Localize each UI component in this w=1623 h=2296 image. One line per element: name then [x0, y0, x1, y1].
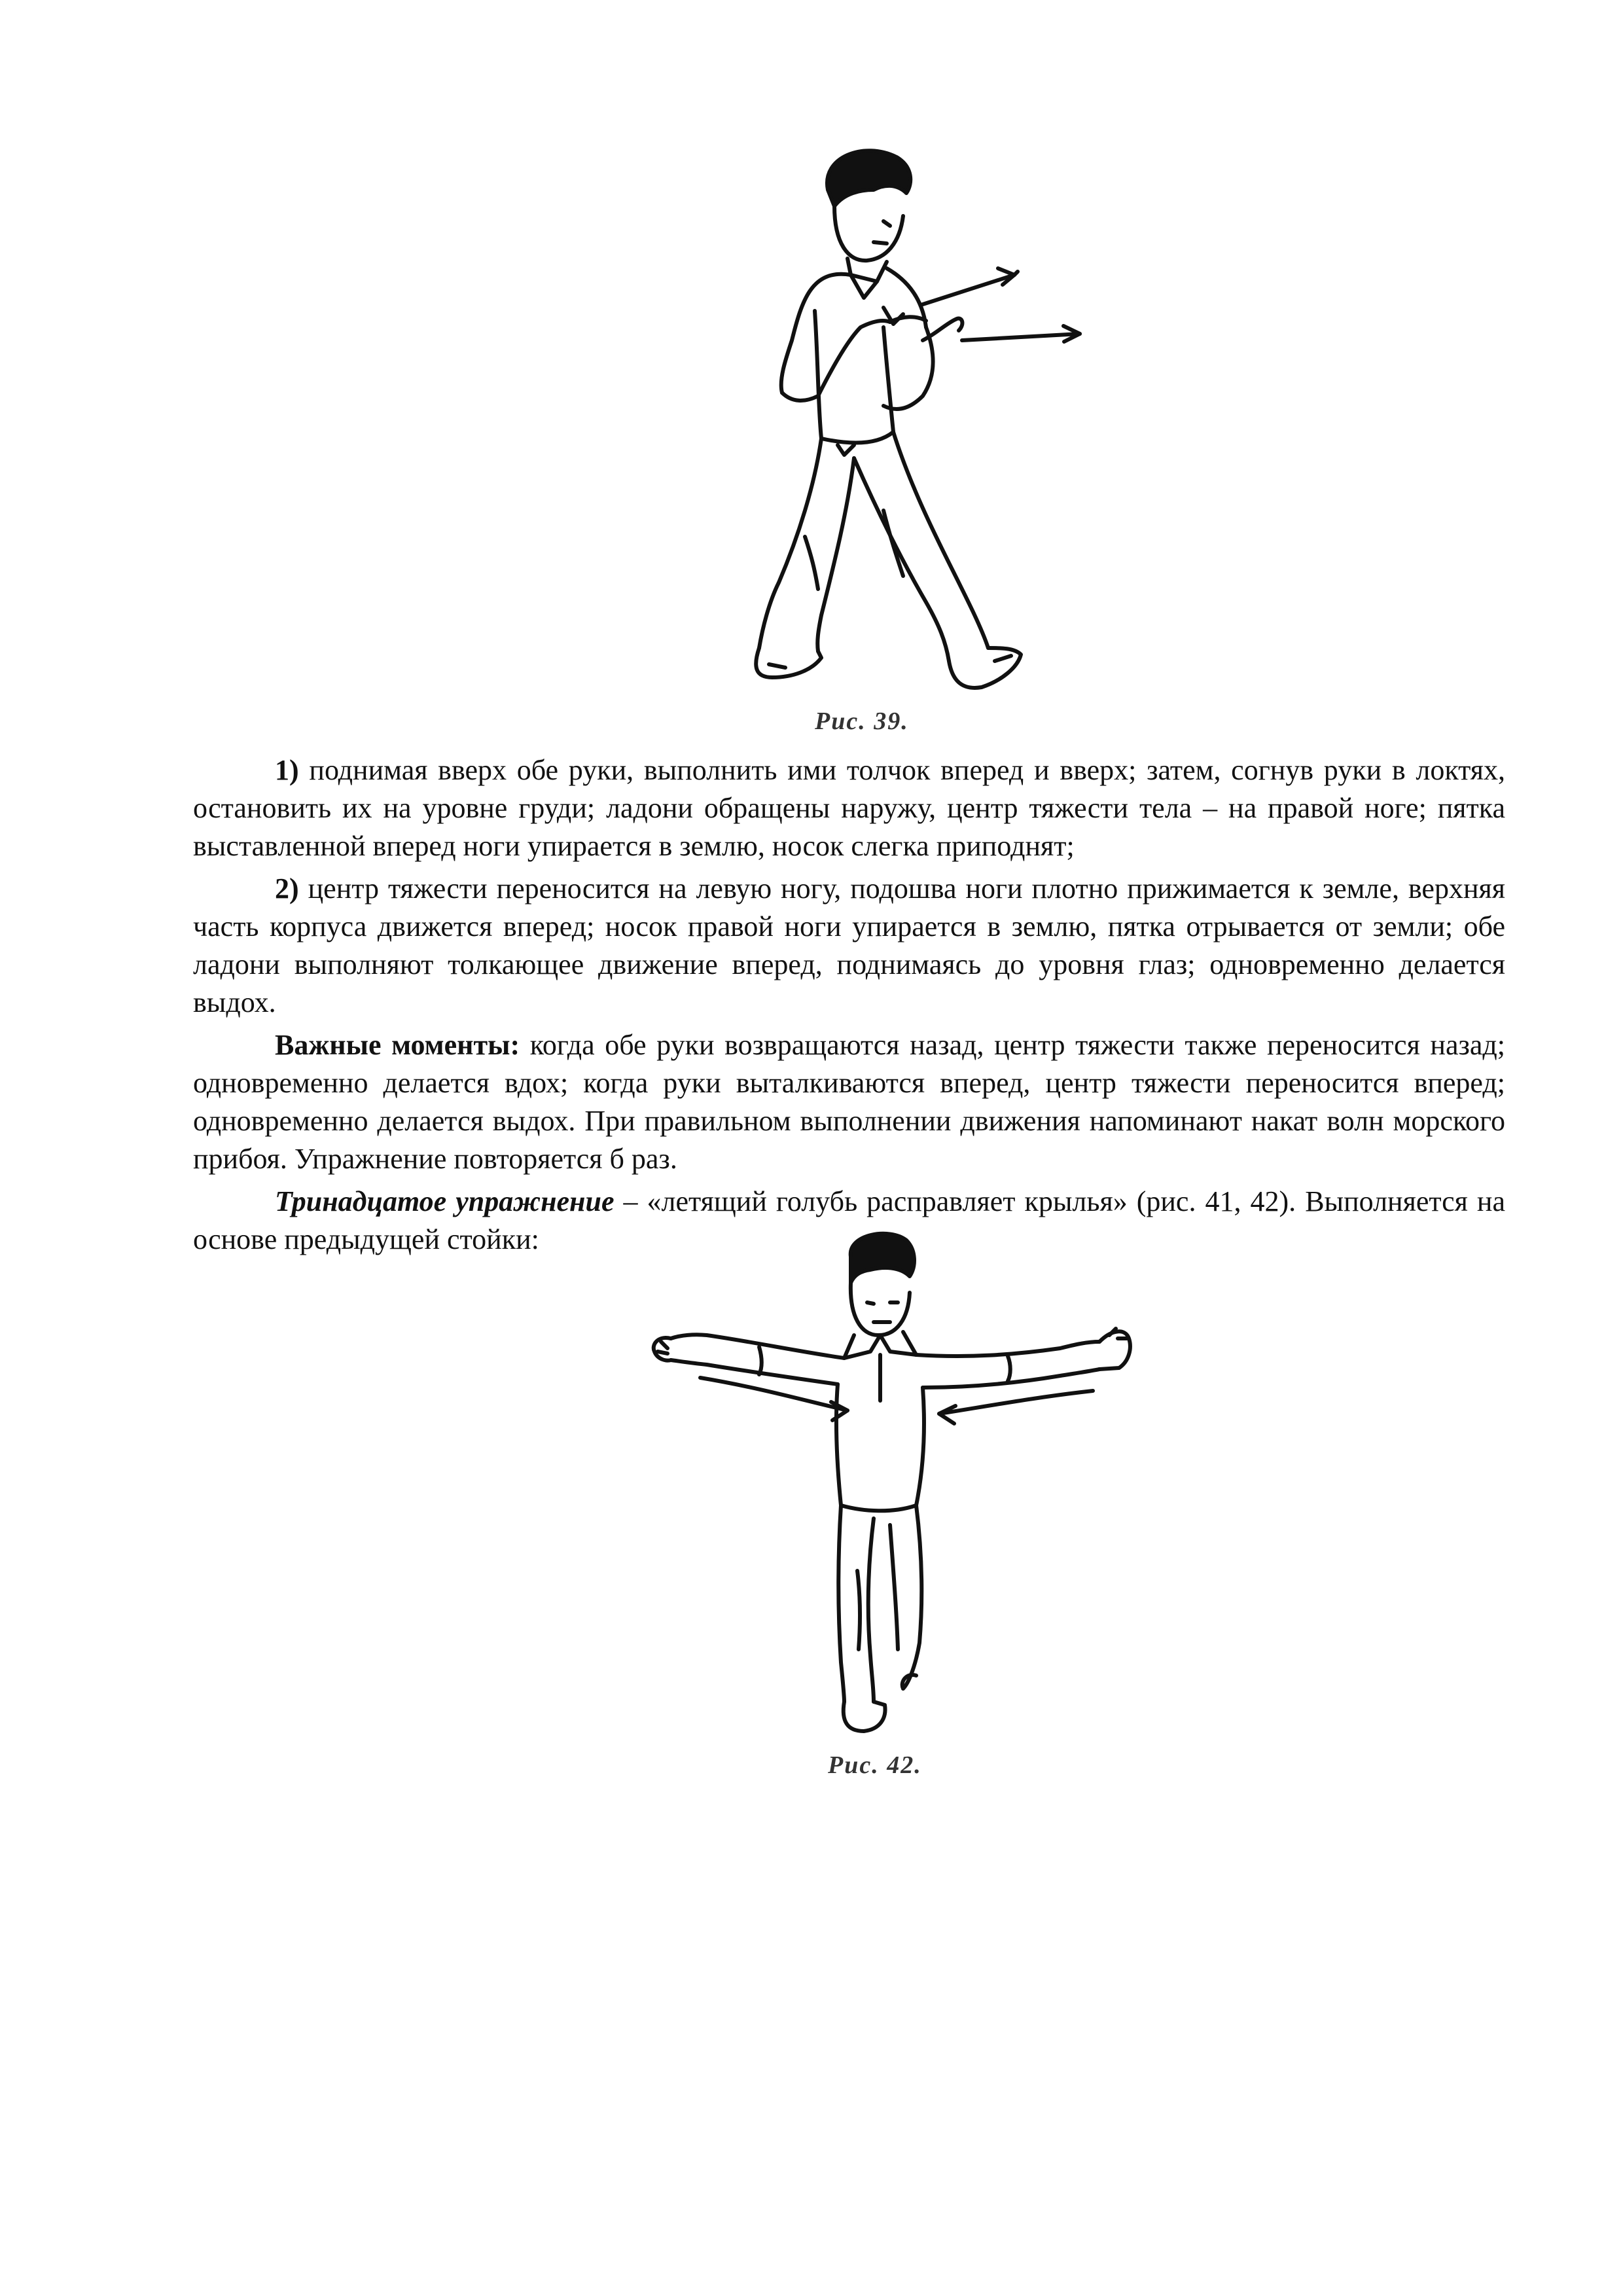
figure-39-caption: Рис. 39.	[815, 708, 909, 735]
body-text	[193, 751, 1505, 1259]
paragraph-step-1	[193, 751, 1505, 865]
figure-42-caption: Рис. 42.	[828, 1751, 922, 1779]
paragraph-important-points	[193, 1026, 1505, 1178]
thirteenth-exercise-label: Тринадцатое упражнение	[275, 1185, 615, 1217]
step-1-text: поднимая вверх обе руки, выполнить ими толчок вперед и вверх; затем, согнув руки в локтях, остановить их на уровне груди; ладони обращены наружу, центр тяжести тела – на правой ноге; пятка выставленной вперед ноги упирается в землю, носок слегка приподнят;	[193, 754, 1506, 862]
important-points-text: когда обе руки возвращаются назад, центр тяжести также переносится назад; одновременно делается вдох; когда руки выталкиваются вперед, центр тяжести переносится вперед; одновременно делается выдох. При правильном выполнении движения напоминают накат волн морского прибоя. Упражнение повторяется б раз.	[193, 1029, 1506, 1175]
step-1-label: 1)	[275, 754, 299, 786]
figure-42-illustration	[641, 1230, 1139, 1741]
important-points-label: Важные моменты:	[275, 1029, 520, 1061]
step-2-label: 2)	[275, 872, 299, 905]
step-2-text: центр тяжести переносится на левую ногу, подошва ноги плотно прижимается к земле, верхняя часть корпуса движется вперед; носок правой ноги упирается в землю, пятка отрывается от земли; обе ладони выполняют толкающее движение вперед, поднимаясь до уровня глаз; одновременно делается выдох.	[193, 872, 1505, 1018]
thirteenth-exercise-text: – «летящий голубь расправляет крылья» (рис. 41, 42). Выполняется на основе предыдущей стойки:	[193, 1185, 1506, 1255]
paragraph-step-2	[193, 870, 1505, 1022]
figure-39-illustration	[687, 144, 1106, 707]
